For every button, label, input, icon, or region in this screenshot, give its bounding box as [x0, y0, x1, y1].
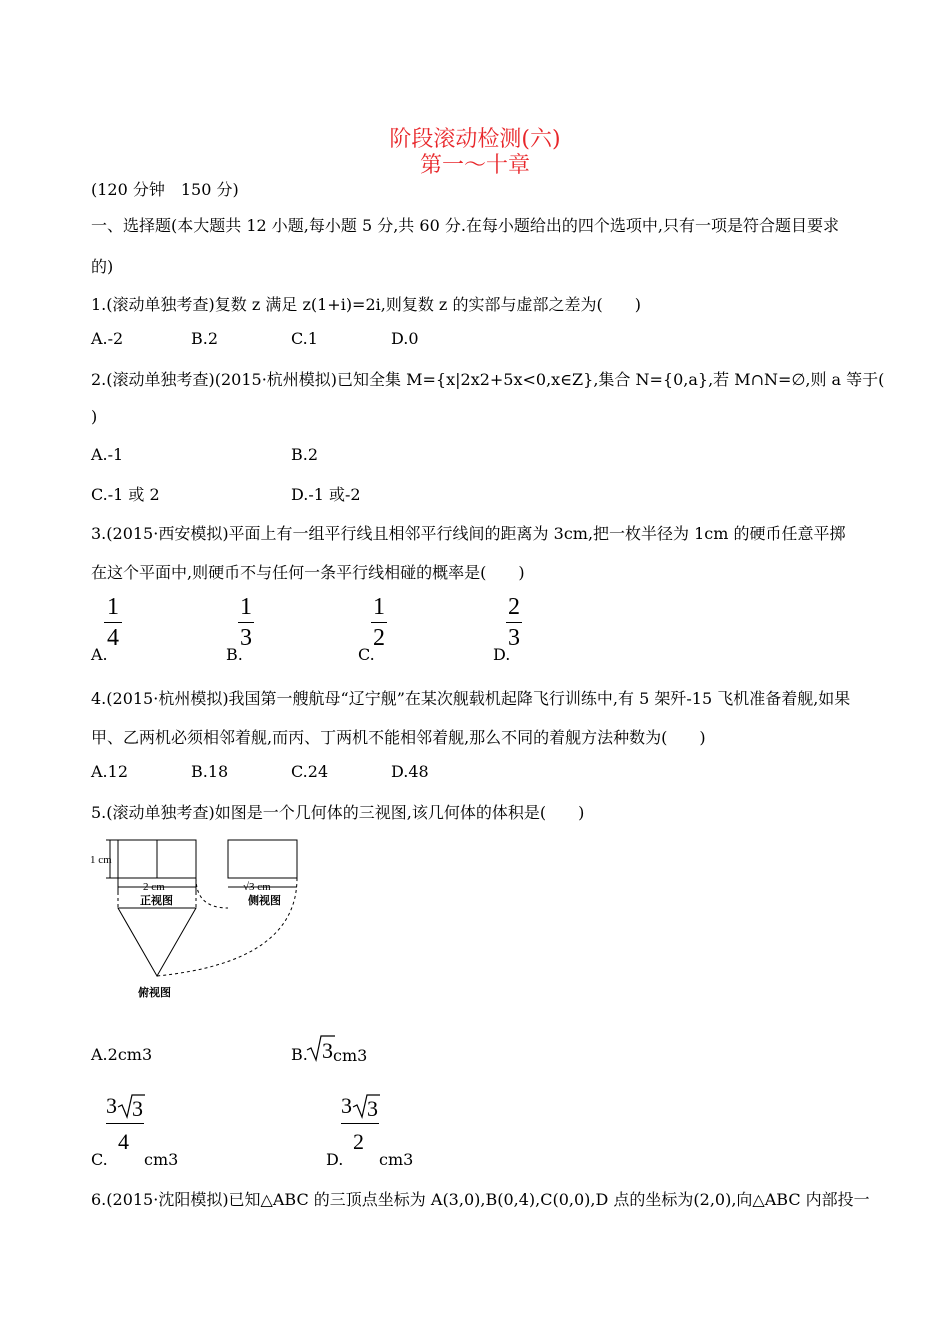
fraction-bar — [238, 622, 254, 623]
fraction-bar — [506, 622, 522, 623]
q5-option-c-fraction — [106, 1093, 144, 1159]
exam-meta: (120 分钟 150 分) — [91, 180, 239, 199]
q5-option-b-unit: cm3 — [333, 1046, 368, 1065]
sqrt-icon — [352, 1093, 382, 1121]
fraction-numerator: 1 — [240, 594, 252, 620]
fraction-numerator: 1 — [107, 594, 119, 620]
q2-option-d: D.-1 或-2 — [291, 485, 361, 504]
q2-stem-line1: 2.(滚动单独考查)(2015·杭州模拟)已知全集 M={x|2x2+5x<0,x∈Z},集合 N={0,a},若 M∩N=∅,则 a 等于( — [91, 370, 885, 389]
q3-stem-line1: 3.(2015·西安模拟)平面上有一组平行线且相邻平行线间的距离为 3cm,把一枚半径为 1cm 的硬币任意平掷 — [91, 524, 846, 543]
q5-option-c-label: C. — [91, 1150, 108, 1169]
q4-option-b: B.18 — [191, 762, 229, 781]
coefficient: 3 — [341, 1093, 352, 1118]
width-label: 2 cm — [143, 881, 165, 893]
q1-option-c: C.1 — [291, 329, 318, 348]
side-width-label: √3 cm — [243, 881, 271, 893]
q1-option-d: D.0 — [391, 329, 419, 348]
fraction-denominator: 2 — [373, 625, 385, 651]
fraction-bar — [341, 1123, 379, 1124]
radicand: 3 — [322, 1038, 333, 1062]
q2-option-b: B.2 — [291, 445, 319, 464]
q4-option-c: C.24 — [291, 762, 329, 781]
top-view-triangle — [118, 908, 196, 976]
q3-option-b-label: B. — [226, 645, 243, 664]
fraction-bar — [104, 622, 122, 623]
q5-option-d-unit: cm3 — [379, 1150, 414, 1169]
section-heading-line1: 一、选择题(本大题共 12 小题,每小题 5 分,共 60 分.在每小题给出的四个选项中,只有一项是符合题目要求 — [91, 216, 840, 235]
q4-stem-line2: 甲、乙两机必须相邻着舰,而丙、丁两机不能相邻着舰,那么不同的着舰方法种数为( ) — [91, 728, 706, 747]
q1-stem: 1.(滚动单独考查)复数 z 满足 z(1+i)=2i,则复数 z 的实部与虚部之差为( ) — [91, 295, 641, 314]
fraction-denominator: 4 — [107, 625, 119, 651]
q3-option-d-fraction — [506, 594, 522, 651]
fraction-denominator: 4 — [118, 1129, 129, 1154]
q5-option-d-label: D. — [326, 1150, 344, 1169]
page-subtitle: 第一～十章 — [419, 153, 530, 178]
q2-option-a: A.-1 — [91, 445, 124, 464]
fraction-bar — [371, 622, 387, 623]
q4-option-a: A.12 — [91, 762, 128, 781]
q6-stem: 6.(2015·沈阳模拟)已知△ABC 的三顶点坐标为 A(3,0),B(0,4),C(0,0),D 点的坐标为(2,0),向△ABC 内部投一 — [91, 1190, 870, 1209]
q5-option-a: A.2cm3 — [91, 1045, 153, 1064]
side-view-label: 侧视图 — [248, 894, 281, 907]
sqrt-icon — [117, 1093, 147, 1121]
q2-option-c: C.-1 或 2 — [91, 485, 160, 504]
q5-option-d-fraction — [341, 1093, 379, 1159]
q1-option-b: B.2 — [191, 329, 219, 348]
fraction-numerator: 1 — [373, 594, 385, 620]
q5-stem: 5.(滚动单独考查)如图是一个几何体的三视图,该几何体的体积是( ) — [91, 803, 585, 822]
fraction-numerator: 2 — [508, 594, 520, 620]
q3-option-a-fraction — [104, 594, 122, 651]
height-label: 1 cm — [90, 854, 112, 866]
front-view-label: 正视图 — [140, 894, 173, 907]
q5-option-c-unit: cm3 — [144, 1150, 179, 1169]
fraction-denominator: 3 — [240, 625, 252, 651]
q3-stem-line2: 在这个平面中,则硬币不与任何一条平行线相碰的概率是( ) — [91, 563, 525, 582]
coefficient: 3 — [106, 1093, 117, 1118]
sqrt-icon — [305, 1034, 335, 1062]
section-heading-line2: 的) — [91, 257, 114, 276]
q3-option-c-fraction — [371, 594, 387, 651]
fraction-denominator: 3 — [508, 625, 520, 651]
q3-option-d-label: D. — [493, 645, 511, 664]
q4-option-d: D.48 — [391, 762, 429, 781]
top-view-label: 俯视图 — [138, 986, 171, 999]
radicand: 3 — [132, 1096, 143, 1121]
q5-option-b-label: B. — [291, 1045, 308, 1064]
q3-option-c-label: C. — [358, 645, 375, 664]
q3-option-a-label: A. — [91, 645, 108, 664]
q1-option-a: A.-2 — [91, 329, 124, 348]
q4-stem-line1: 4.(2015·杭州模拟)我国第一艘航母“辽宁舰”在某次舰载机起降飞行训练中,有 5 架歼-15 飞机准备着舰,如果 — [91, 689, 851, 708]
three-view-figure — [88, 832, 318, 1004]
fraction-denominator: 2 — [353, 1129, 364, 1154]
side-view-rect — [228, 840, 297, 878]
q2-stem-line2: ) — [91, 407, 98, 426]
fraction-bar — [106, 1123, 144, 1124]
radicand: 3 — [367, 1096, 378, 1121]
q3-option-b-fraction — [238, 594, 254, 651]
page-title: 阶段滚动检测(六) — [389, 127, 561, 152]
